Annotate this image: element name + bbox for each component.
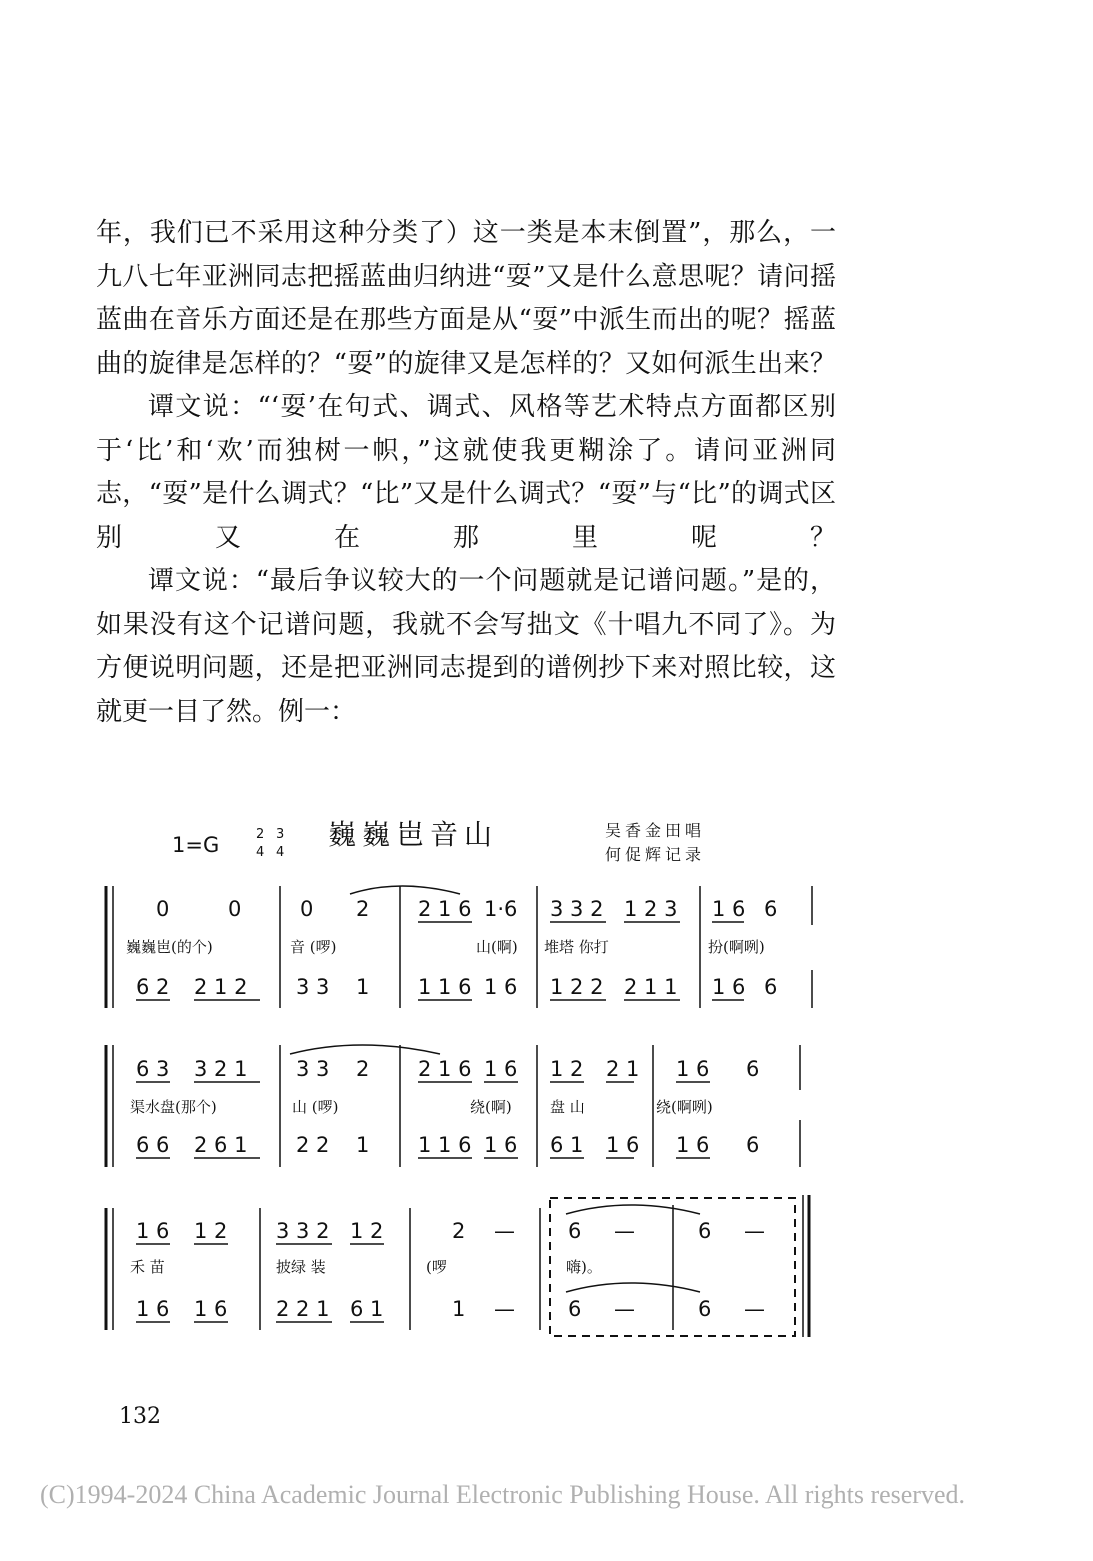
note: — xyxy=(744,1219,765,1243)
note: 6 xyxy=(764,897,778,921)
note: 3 2 1 xyxy=(194,1057,248,1081)
lyric: 渠水盘(那个) xyxy=(130,1098,217,1116)
time-sig-a-top: 2 xyxy=(256,827,265,842)
note: 1 2 xyxy=(550,1057,584,1081)
note: 6 1 xyxy=(350,1297,384,1321)
score-system-3 xyxy=(106,1195,809,1337)
note: 2 2 xyxy=(296,1133,330,1157)
note: 1 6 xyxy=(712,975,746,999)
note: 2 xyxy=(356,1057,370,1081)
note: 1 6 xyxy=(484,1057,518,1081)
copyright-notice: (C)1994-2024 China Academic Journal Electronic Publishing House. All rights reserved. xyxy=(40,1480,965,1509)
lyric: 披绿 装 xyxy=(276,1258,326,1276)
note: 1 xyxy=(356,1133,370,1157)
note: 2 1 xyxy=(606,1057,640,1081)
score-svg xyxy=(100,800,820,1345)
time-sig-b-bottom: 4 xyxy=(276,845,285,860)
paragraph-3: 谭文说：“最后争议较大的一个问题就是记谱问题。”是的，如果没有这个记谱问题，我就不会写拙文《十唱九不同了》。为方便说明问题，还是把亚洲同志提到的谱例抄下来对照比较，这就更一目了然。例一： xyxy=(96,566,836,727)
note: 1 1 6 xyxy=(418,1133,472,1157)
note: 1 6 xyxy=(136,1297,170,1321)
note: 3 3 xyxy=(296,1057,330,1081)
note: 1 2 2 xyxy=(550,975,604,999)
note: 1·6 xyxy=(484,897,518,921)
note: — xyxy=(614,1219,635,1243)
note: 2 xyxy=(452,1219,466,1243)
lyric: 巍巍岜(的个) xyxy=(126,938,213,956)
note: 2 1 6 xyxy=(418,1057,472,1081)
note: 3 3 xyxy=(296,975,330,999)
note: — xyxy=(494,1219,515,1243)
lyric: (啰 xyxy=(426,1258,447,1276)
note: 6 xyxy=(746,1133,760,1157)
note: 0 xyxy=(228,897,242,921)
note: 0 xyxy=(300,897,314,921)
note: 1 2 3 xyxy=(624,897,678,921)
note: — xyxy=(494,1297,515,1321)
note: 1 6 xyxy=(712,897,746,921)
note: — xyxy=(744,1297,765,1321)
note: 3 3 2 xyxy=(276,1219,330,1243)
lyric: 盘 山 xyxy=(550,1098,585,1116)
note: 1 6 xyxy=(136,1219,170,1243)
note: — xyxy=(614,1297,635,1321)
lyric: 堆塔 你打 xyxy=(544,938,609,956)
note: 2 1 2 xyxy=(194,975,248,999)
body-text xyxy=(96,212,836,734)
note: 3 3 2 xyxy=(550,897,604,921)
note: 1 1 6 xyxy=(418,975,472,999)
note: 6 3 xyxy=(136,1057,170,1081)
lyric: 嗨)。 xyxy=(566,1258,602,1276)
lyric: 音 (啰) xyxy=(290,938,337,956)
note: 2 1 1 xyxy=(624,975,678,999)
note: 6 6 xyxy=(136,1133,170,1157)
time-sig-a-bottom: 4 xyxy=(256,845,265,860)
note: 1 2 xyxy=(194,1219,228,1243)
note: 2 1 6 xyxy=(418,897,472,921)
note: 1 xyxy=(356,975,370,999)
lyric: 山(啊) xyxy=(476,938,518,956)
lyric: 扮(啊咧) xyxy=(708,938,765,956)
note: 1 xyxy=(452,1297,466,1321)
note: 2 2 1 xyxy=(276,1297,330,1321)
music-score-example xyxy=(100,800,820,1345)
page-number: 132 xyxy=(119,1404,161,1429)
lyric: 山 (啰) xyxy=(292,1098,339,1116)
note: 1 6 xyxy=(484,975,518,999)
note: 6 2 xyxy=(136,975,170,999)
note: 6 1 xyxy=(550,1133,584,1157)
score-credit-recorder: 何促辉记录 xyxy=(605,845,706,864)
note: 6 xyxy=(746,1057,760,1081)
paragraph-1: 年，我们已不采用这种分类了）这一类是本末倒置”，那么，一九八七年亚洲同志把摇蓝曲归纳进“耍”又是什么意思呢？请问摇蓝曲在音乐方面还是在那些方面是从“耍”中派生而出的呢？摇蓝曲的旋律是怎样的？“耍”的旋律又是怎样的？又如何派生出来？ xyxy=(96,218,836,379)
note: 1 2 xyxy=(350,1219,384,1243)
note: 6 xyxy=(568,1219,582,1243)
time-sig-b-top: 3 xyxy=(276,827,285,842)
note: 1 6 xyxy=(484,1133,518,1157)
score-key: 1=G xyxy=(172,833,220,857)
note: 1 6 xyxy=(194,1297,228,1321)
note: 6 xyxy=(764,975,778,999)
note: 2 6 1 xyxy=(194,1133,248,1157)
note: 6 xyxy=(698,1219,712,1243)
score-title: 巍巍岜音山 xyxy=(328,818,499,851)
score-credit-singer: 吴香金田唱 xyxy=(605,821,706,840)
paragraph-2: 谭文说：“‘耍’在句式、调式、风格等艺术特点方面都区别于‘比’和‘欢’而独树一帜，”这就使我更糊涂了。请问亚洲同志，“耍”是什么调式？“比”又是什么调式？“耍”与“比”的调式区别又在那里呢？ xyxy=(96,392,836,553)
score-system-2 xyxy=(106,1045,800,1167)
note: 6 xyxy=(698,1297,712,1321)
note: 6 xyxy=(568,1297,582,1321)
note: 1 6 xyxy=(676,1133,710,1157)
lyric: 禾 苗 xyxy=(130,1258,165,1276)
note: 1 6 xyxy=(676,1057,710,1081)
note: 2 xyxy=(356,897,370,921)
note: 0 xyxy=(156,897,170,921)
score-system-1 xyxy=(106,886,812,1008)
lyric: 绕(啊咧) xyxy=(656,1098,713,1116)
note: 1 6 xyxy=(606,1133,640,1157)
lyric: 绕(啊) xyxy=(470,1098,512,1116)
